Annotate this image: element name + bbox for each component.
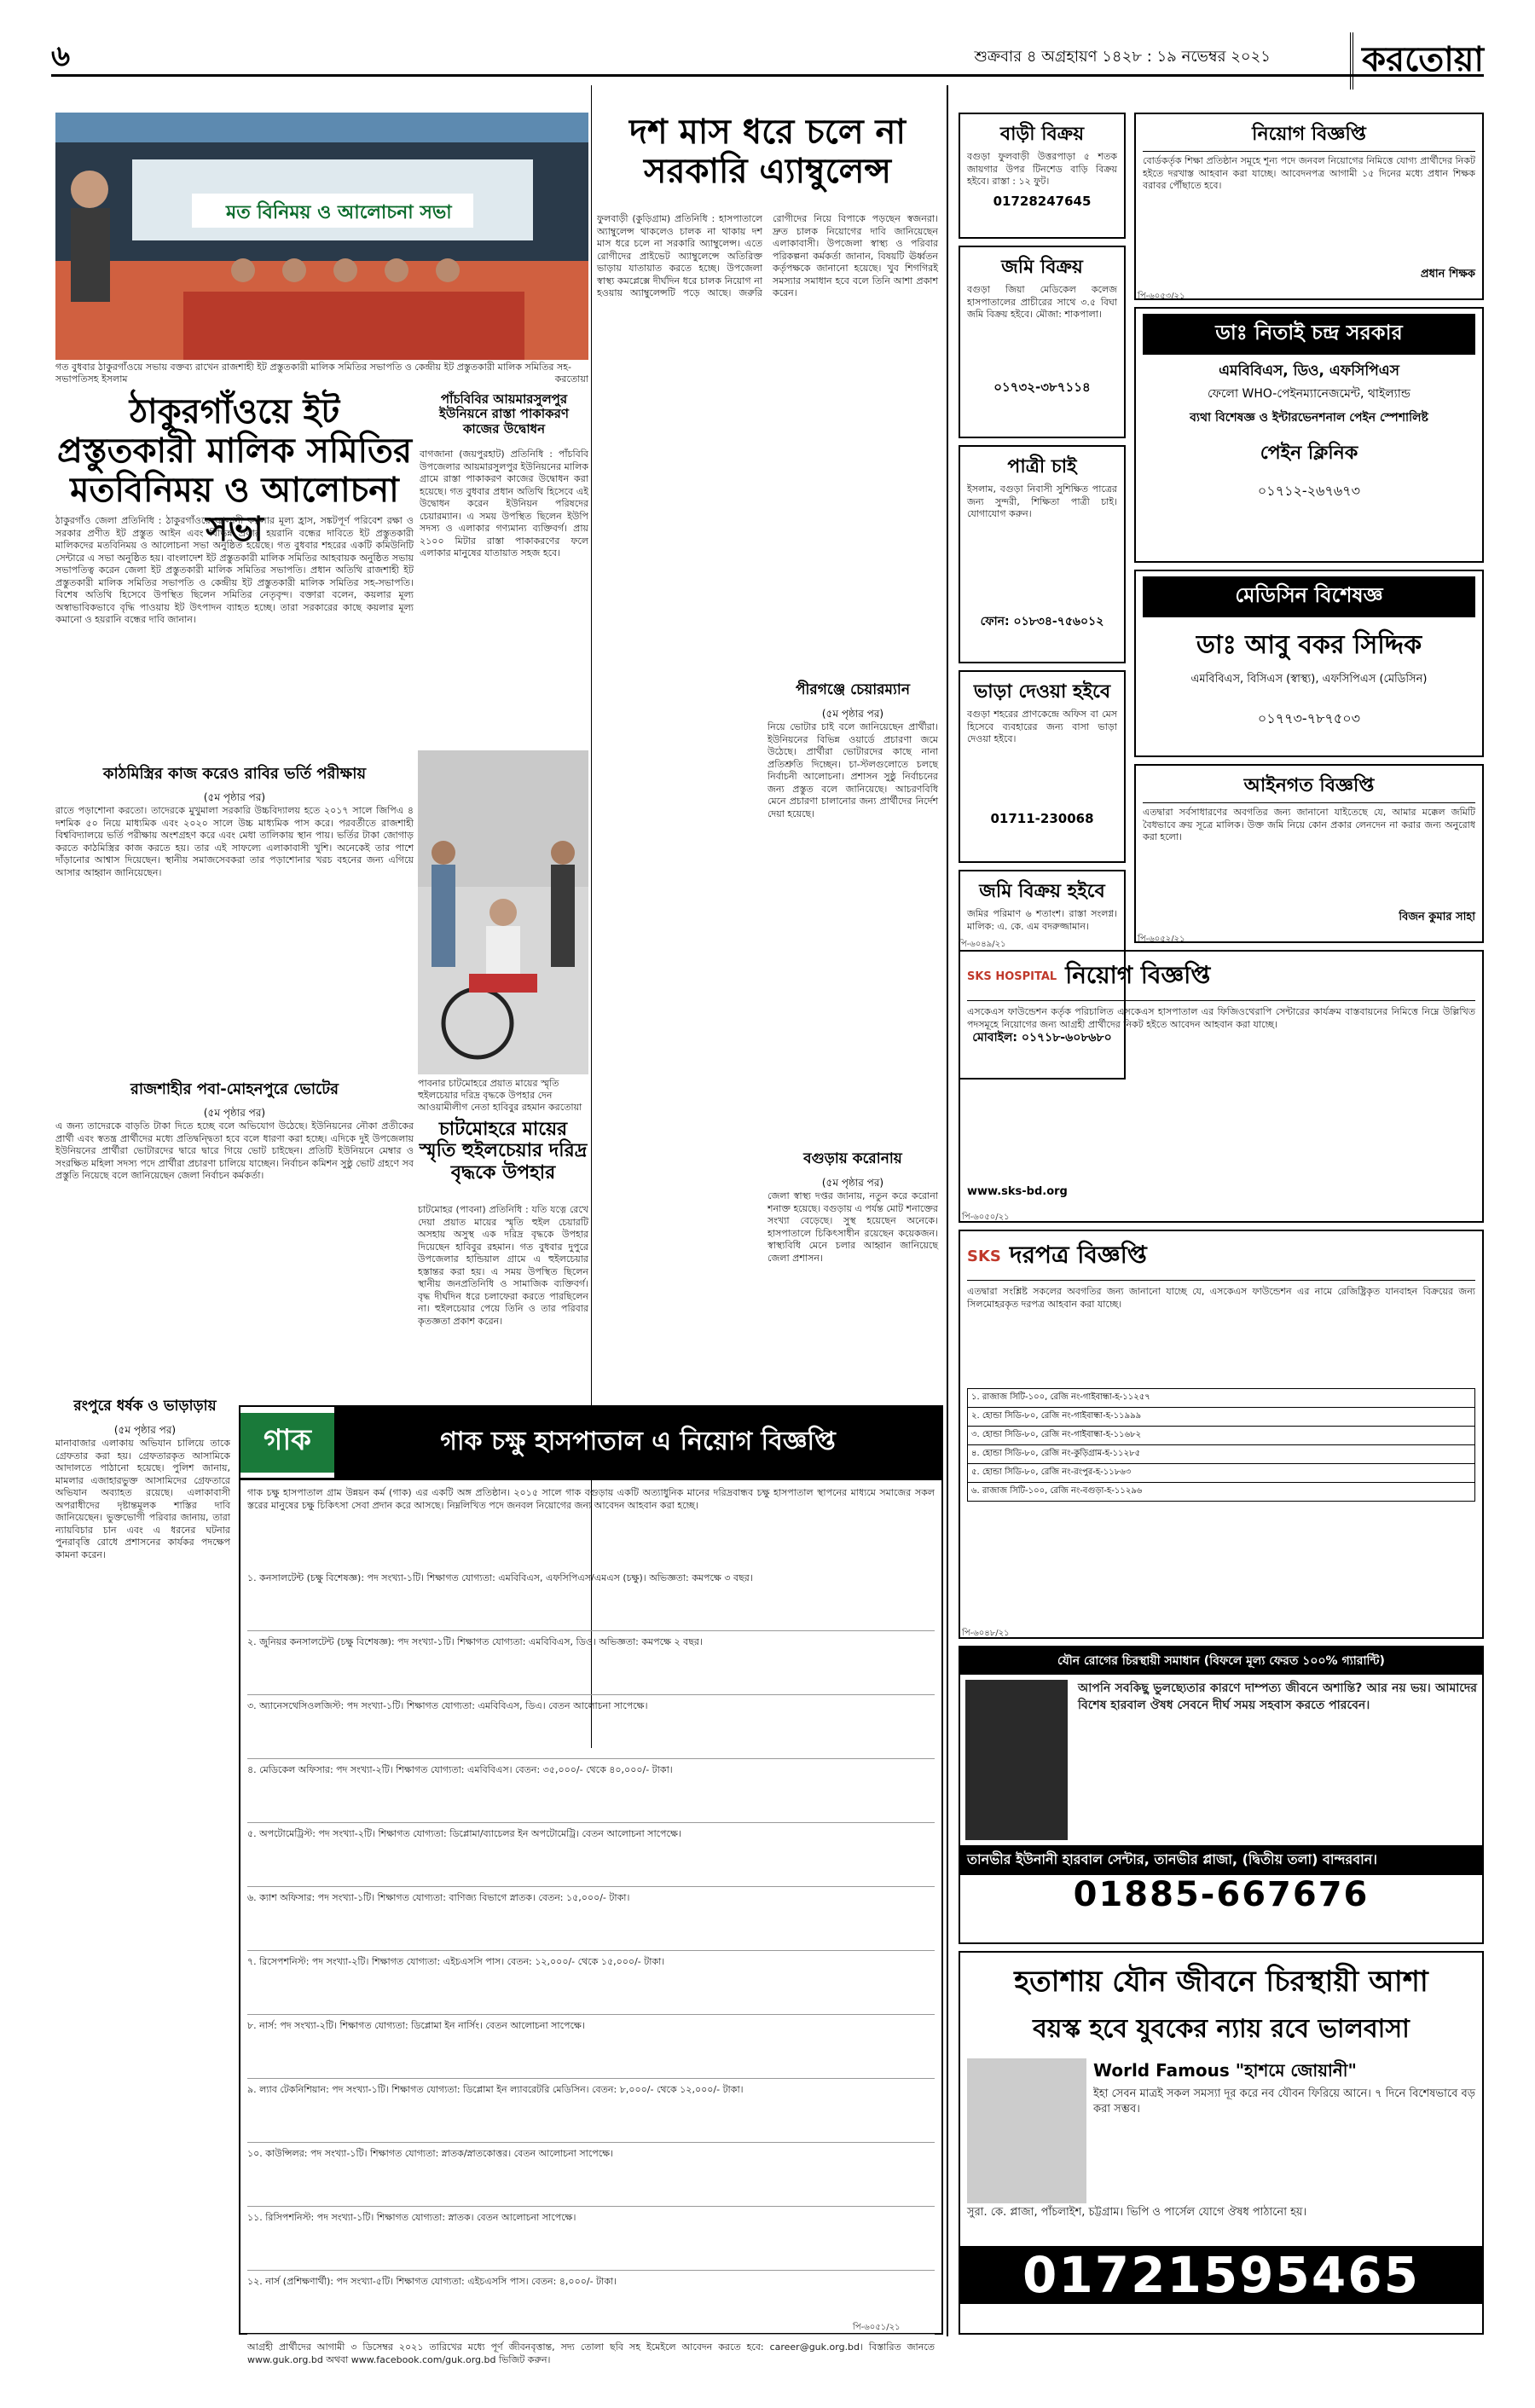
gak-logo: গাক xyxy=(240,1413,334,1473)
notice-title: দরপত্র বিজ্ঞপ্তি xyxy=(1009,1241,1147,1269)
story1-headline: ঠাকুরগাঁওয়ে ইট প্রস্তুতকারী মালিক সমিতির মতবিনিময় ও আলোচনা সভা xyxy=(56,391,413,549)
classified-title: ভাড়া দেওয়া হইবে xyxy=(973,681,1111,703)
classified-body: বগুড়া জিয়া মেডিকেল কলেজ হাসপাতালের প্রাচীরের সাথে ৩.৫ বিঘা জমি বিক্রয় হইবে। মৌজা: শাকপালা। xyxy=(967,284,1117,320)
doctor-ad-1 xyxy=(1134,307,1484,563)
page-number: ৬ xyxy=(51,39,71,73)
list-item: ৩. অ্যানেসথেসিওলজিস্ট: পদ সংখ্যা-১টি। শিক্ষাগত যোগ্যতা: এমবিবিএস, ডিএ। বেতন আলোচনা সাপেক্ষে। xyxy=(247,1695,935,1759)
table-row xyxy=(968,1445,1475,1464)
notice-website: www.sks-bd.org xyxy=(967,1185,1068,1198)
story4-headline: রংপুরে ধর্ষক ও ভাড়াড়ায় xyxy=(73,1398,217,1415)
doctor-degree: এমবিবিএস, ডিও, এফসিপিএস xyxy=(1219,362,1399,379)
classified-phone: ০১৭৩২-৩৮৭১১৪ xyxy=(993,379,1091,395)
story3-headline: রাজশাহীর পবা-মোহনপুরে ভোটের xyxy=(130,1080,339,1098)
classified-title: পাত্রী চাই xyxy=(1007,456,1077,478)
sks-logo: SKS HOSPITAL xyxy=(967,970,1057,983)
ref-code: পি-৬০৪৯/২১ xyxy=(959,940,1006,949)
classified-phone: 01728247645 xyxy=(993,194,1092,209)
table-row xyxy=(968,1483,1475,1502)
table-cell: ২. হোন্ডা সিডি-৮০, রেজি নং-গাইবান্ধা-হ-১১৯৯৯ xyxy=(968,1408,1475,1427)
list-item: ৬. ক্যাশ অফিসার: পদ সংখ্যা-১টি। শিক্ষাগত যোগ্যতা: বাণিজ্য বিভাগে স্নাতক। বেতন: ১৫,০০০/- টাকা। xyxy=(247,1887,935,1951)
doctor-phone: ০১৭১২-২৬৭৬৭৩ xyxy=(1257,483,1361,499)
list-item: ৯. ল্যাব টেকনিশিয়ান: পদ সংখ্যা-১টি। শিক্ষাগত যোগ্যতা: ডিপ্লোমা ইন ল্যাবরেটরি মেডিসিন। বেতন: ৮,০০০/- থেকে ১২,০০০/- টাকা। xyxy=(247,2079,935,2143)
product-brand: World Famous "হাশমে জোয়ানী" xyxy=(1093,2060,1357,2081)
table-row xyxy=(968,1408,1475,1427)
ad-phone: 01885-667676 xyxy=(1073,1875,1370,1914)
story6-headline: দশ মাস ধরে চলে না সরকারি এ্যাম্বুলেন্স xyxy=(628,112,907,191)
ref-code: পি-৬০৪৮/২১ xyxy=(962,1629,1010,1638)
product-image xyxy=(965,1680,1068,1840)
doctor-photo xyxy=(967,2058,1086,2203)
table-cell: ৬. রাজাজ সিটি-১০০, রেজি নং-বগুড়া-হ-১১২৯৬ xyxy=(968,1483,1475,1502)
notice-sks-tender xyxy=(959,1230,1484,1639)
classified-body: জমির পরিমাণ ৬ শতাংশ। রাস্তা সংলগ্ন। মালিক: এ. কে. এম বদরুজ্জামান। xyxy=(967,908,1117,932)
legal-notice xyxy=(1134,764,1484,943)
notice-title: আইনগত বিজ্ঞপ্তি xyxy=(1143,771,1475,803)
table-row xyxy=(968,1464,1475,1483)
section-title: মেডিসিন বিশেষজ্ঞ xyxy=(1143,576,1475,617)
story5-body: বাগজানা (জয়পুরহাট) প্রতিনিধি : পাঁচবিবি উপজেলার আয়মারসুলপুর ইউনিয়নের মালিক গ্রামে রাস্তা পাকাকরণ কাজের উদ্বোধন করা হয়েছে। গত বুধবার প্রধান অতিথি হিসেবে এই উদ্বোধন করেন ইউনিয়ন পরিষদের চেয়ারম্যান। এ সময় উপস্থিত ছিলেন ইউপি সদস্য ও এলাকার গণ্যমান্য ব্যক্তিবর্গ। প্রায় ২১০০ মিটার রাস্তা পাকাকরণের ফলে এলাকার মানুষের যাতায়াত সহজ হবে। xyxy=(420,449,588,559)
story3-sub: (৫ম পৃষ্ঠার পর) xyxy=(203,1107,266,1119)
story7-body: চাটমোহর (পাবনা) প্রতিনিধি : যতি যত্নে রেখে দেয়া প্রয়াত মায়ের স্মৃতি হুইল চেয়ারটি অসহায় অসুস্থ এক দরিদ্র বৃদ্ধকে উপহার দিয়েছেন হাবিবুর রহমান। গত বুধবার দুপুরে উপজেলার হান্ডিয়াল গ্রামে এ হুইলচেয়ার হস্তান্তর করা হয়। এ সময় উপস্থিত ছিলেন স্থানীয় জনপ্রতিনিধি ও সামাজিক ব্যক্তিবর্গ। বৃদ্ধ দীর্ঘদিন ধরে চলাফেরা করতে পারছিলেন না। হুইলচেয়ার পেয়ে তিনি ও তার পরিবার কৃতজ্ঞতা প্রকাশ করেন। xyxy=(418,1204,588,1327)
notice-signer: প্রধান শিক্ষক xyxy=(1420,268,1475,281)
doctor-role: ব্যথা বিশেষজ্ঞ ও ইন্টারভেনশনাল পেইন স্পেশালিষ্ট xyxy=(1190,411,1428,425)
story2-sub: (৫ম পৃষ্ঠার পর) xyxy=(203,791,266,803)
classified-body: বগুড়া ফুলবাড়ী উত্তরপাড়া ৫ শতক জায়গার উপর টিনশেড বাড়ি বিক্রয় হইবে। রাস্তা : ১২ ফুট। xyxy=(967,151,1117,187)
page-header xyxy=(51,32,1484,77)
doctor-ad-2 xyxy=(1134,570,1484,757)
ad-headline-2: বয়স্ক হবে যুবকের ন্যায় রবে ভালবাসা xyxy=(1033,2014,1410,2044)
story9-sub: (৫ম পৃষ্ঠার পর) xyxy=(821,1177,884,1189)
notice-sks-recruitment xyxy=(959,950,1484,1223)
ad-phone: 01721595465 xyxy=(960,2246,1482,2304)
story9-body: জেলা স্বাস্থ্য দপ্তর জানায়, নতুন করে করোনা শনাক্ত হয়েছে। বগুড়ায় এ পর্যন্ত মোট শনাক্তের সংখ্যা বেড়েছে। সুস্থ হয়েছেন অনেকে। হাসপাতালে চিকিৎসাধীন রয়েছেন কয়েকজন। স্বাস্থ্যবিধি মেনে চলার আহ্বান জানিয়েছে জেলা প্রশাসন। xyxy=(768,1190,938,1264)
doctor-name: ডাঃ আবু বকর সিদ্দিক xyxy=(1196,630,1422,660)
wheelchair-photo xyxy=(418,750,588,1074)
doctor-degree: এমবিবিএস, বিসিএস (স্বাস্থ্য), এফসিপিএস (মেডিসিন) xyxy=(1190,673,1428,686)
gak-footer: আগ্রহী প্রার্থীদের আগামী ৩ ডিসেম্বর ২০২১ তারিখের মধ্যে পূর্ণ জীবনবৃত্তান্ত, সদ্য তোলা ছবি সহ ইমেইলে আবেদন করতে হবে: career@guk.org.bd। বিস্তারিত জানতে www.guk.org.bd অথবা www.facebook.com/guk.org.bd ভিজিট করুন। xyxy=(247,2341,935,2365)
table-cell: ৪. হোন্ডা সিডি-৮০, রেজি নং-কুড়িগ্রাম-হ-১১২৮৫ xyxy=(968,1445,1475,1464)
photo1-caption xyxy=(55,362,588,387)
column-rule xyxy=(947,85,948,2336)
ref-code: পি-৬০৫১/২১ xyxy=(853,2323,901,2332)
classified-phone: মোবাইল: ০১৭১৮-৬০৮৬৮০ xyxy=(972,1031,1112,1045)
story2-headline: কাঠমিস্ত্রির কাজ করেও রাবির ভর্তি পরীক্ষায় xyxy=(102,765,367,783)
list-item: ১২. নার্স (প্রশিক্ষণার্থী): পদ সংখ্যা-৫টি। শিক্ষাগত যোগ্যতা: এইচএসসি পাস। বেতন: ৪,০০০/- টাকা। xyxy=(247,2271,935,2335)
story2-body: রাতে পড়াশোনা করতো। তাদেরকে মুখুমালা সরকারি উচ্চবিদ্যালয় হতে ২০১৭ সালে জিপিএ ৪ দশমিক ৫০ নিয়ে মাধ্যমিক এবং ২০২০ সালে উচ্চ মাধ্যমিক পাস করে। পরবর্তীতে রাজশাহী বিশ্ববিদ্যালয়ে ভর্তি পরীক্ষায় অংশগ্রহণ করে এবং মেধা তালিকায় স্থান পায়। ভর্তির টাকা জোগাড় করতে কাঠমিস্ত্রির কাজ করতে হয়। তার এই সাফল্যে এলাকাবাসী খুশি। অনেকেই তার পাশে দাঁড়ানোর আশ্বাস দিয়েছেন। স্থানীয় সমাজসেবকরা তার পড়াশোনার খরচ বহনের জন্য এগিয়ে আসার আহ্বান জানিয়েছেন। xyxy=(55,805,414,878)
classified-title: বাড়ী বিক্রয় xyxy=(999,124,1085,145)
ad-body: ইহা সেবন মাত্রই সকল সমস্যা দূর করে নব যৌবন ফিরিয়ে আনে। ৭ দিনে বিশেষভাবে বড় করা সম্ভব। xyxy=(1093,2087,1475,2116)
gak-title: গাক চক্ষু হাসপাতাল এ নিয়োগ বিজ্ঞপ্তি xyxy=(334,1407,941,1478)
classified-phone: ফোন: ০১৮৩৪-৭৫৬০১২ xyxy=(980,615,1104,628)
table-cell: ১. রাজাজ সিটি-১০০, রেজি নং-গাইবান্ধা-হ-১১২৫৭ xyxy=(968,1389,1475,1408)
photo2-credit: করতোয়া xyxy=(547,1102,582,1113)
tender-table xyxy=(967,1388,1475,1502)
classified-title: জমি বিক্রয় হইবে xyxy=(979,881,1105,902)
story3-body: এ জন্য তাদেরকে বাড়তি টাকা দিতে হচ্ছে বলে অভিযোগ উঠেছে। ইউনিয়নের নৌকা প্রতীকের প্রার্থী এবং স্বতন্ত্র প্রার্থীদের মধ্যে প্রতিদ্বন্দ্বিতা হবে বলে ধারণা করা হচ্ছে। এদিকে দুই উপজেলায় ইউনিয়নের প্রার্থীরা ভোটারদের দ্বারে দ্বারে গিয়ে ভোট চাইছেন। প্রতিটি ইউনিয়নে মেম্বার ও সংরক্ষিত মহিলা সদস্য পদে প্রার্থীরা প্রচারণা চালিয়ে যাচ্ছেন। নির্বাচন কমিশন সুষ্ঠু ভোট গ্রহণে সব প্রস্তুতি নিয়েছে বলে জানিয়েছেন জেলা নির্বাচন কর্মকর্তা। xyxy=(55,1120,414,1181)
gak-recruitment xyxy=(239,1405,943,2365)
story8-headline: পীরগঞ্জে চেয়ারম্যান xyxy=(796,681,910,698)
notice-body: বোর্ডকর্তৃক শিক্ষা প্রতিষ্ঠান সমূহে শূন্য পদে জনবল নিয়োগের নিমিত্তে যোগ্য প্রার্থীদের নিকট হইতে দরখাস্ত আহবান করা যাচ্ছে। আবেদনপত্র আগামী ১৫ দিনের মধ্যে প্রধান শিক্ষক বরাবর পৌঁছাতে হবে। xyxy=(1143,155,1475,191)
story5-headline: পাঁচবিবির আয়মারসুলপুর ইউনিয়নে রাস্তা পাকাকরণ কাজের উদ্বোধন xyxy=(439,391,569,437)
ref-code: পি-৬০৫৩/২১ xyxy=(1138,292,1185,301)
doctor-fellow: ফেলো WHO-পেইনম্যানেজমেন্ট, থাইল্যান্ড xyxy=(1208,387,1410,401)
classified-ad xyxy=(959,246,1126,438)
classified-ad xyxy=(959,113,1126,239)
photo1-credit: করতোয়া xyxy=(554,373,588,385)
notice-body: এতদ্বারা সর্বসাধারণের অবগতির জন্য জানানো যাইতেছে যে, আমার মক্কেল জমিটি বৈধভাবে ক্রয় সূত্রে মালিক। উক্ত জমি নিয়ে কোন প্রকার লেনদেন না করার জন্য অনুরোধ করা হলো। xyxy=(1143,807,1475,842)
meeting-photo xyxy=(55,113,588,360)
ad-herbal-2 xyxy=(959,1951,1484,2335)
classified-body: ইসলাম, বগুড়া নিবাসী সুশিক্ষিত পাত্রের জন্য সুন্দরী, শিক্ষিতা পাত্রী চাই। যোগাযোগ করুন। xyxy=(967,483,1117,519)
notice-title: নিয়োগ বিজ্ঞপ্তি xyxy=(1065,961,1211,989)
classified-phone: 01711-230068 xyxy=(990,811,1094,826)
list-item: ১. কনসালটেন্ট (চক্ষু বিশেষজ্ঞ): পদ সংখ্যা-১টি। শিক্ষাগত যোগ্যতা: এমবিবিএস, এফসিপিএস/এমএস (চক্ষু)। অভিজ্ঞতা: কমপক্ষে ৩ বছর। xyxy=(247,1567,935,1631)
notice-signer: বিজন কুমার সাহা xyxy=(1399,911,1475,923)
ad-headline: যৌন রোগের চিরস্থায়ী সমাধান (বিফলে মূল্য ফেরত ১০০% গ্যারান্টি) xyxy=(960,1647,1482,1675)
classifieds xyxy=(959,113,1126,1076)
notice-body: এসকেএস ফাউন্ডেশন কর্তৃক পরিচালিত এসকেএস হাসপাতাল এর ফিজিওথেরাপি সেন্টারের কার্যক্রম বাস্তবায়নের নিমিত্তে নিম্নে উল্লিখিত পদসমূহে নিয়োগের জন্য আগ্রহী প্রার্থীদের নিকট হইতে আবেদন আহবান করা যাচ্ছে। xyxy=(967,1006,1475,1030)
list-item: ২. জুনিয়র কনসালটেন্ট (চক্ষু বিশেষজ্ঞ): পদ সংখ্যা-১টি। শিক্ষাগত যোগ্যতা: এমবিবিএস, ডিও। অভিজ্ঞতা: কমপক্ষে ২ বছর। xyxy=(247,1631,935,1695)
ad-body: আপনি সবকিছু ভুলছ্যেতার কারণে দাম্পত্য জীবনে অশান্তি? আর নয় ভয়। আমাদের বিশেষ হারবাল ঔষধ সেবনে দীর্ঘ সময় সহবাস করতে পারবেন। xyxy=(1078,1682,1477,1712)
photo2-caption-text: পাবনার চাটমোহরে প্রয়াত মায়ের স্মৃতি হুইলচেয়ার দরিদ্র বৃদ্ধকে উপহার দেন আওয়ামীলীগ নেতা হাবিবুর রহমান xyxy=(418,1078,559,1113)
list-item: ৮. নার্স: পদ সংখ্যা-২টি। শিক্ষাগত যোগ্যতা: ডিপ্লোমা ইন নার্সিং। বেতন আলোচনা সাপেক্ষে। xyxy=(247,2015,935,2079)
ref-code: পি-৬০৫০/২১ xyxy=(962,1213,1010,1222)
table-row xyxy=(968,1389,1475,1408)
ad-headline: হতাশায় যৌন জীবনে চিরস্থায়ী আশা xyxy=(1014,1965,1428,1999)
doctor-phone: ০১৭৭৩-৭৮৭৫০৩ xyxy=(1257,710,1361,726)
notice-title: নিয়োগ বিজ্ঞপ্তি xyxy=(1143,119,1475,152)
story6-body: ফুলবাড়ী (কুড়িগ্রাম) প্রতিনিধি : হাসপাতালে অ্যাম্বুলেন্স থাকলেও চালক না থাকায় দশ মাস ধরে চলে না সরকারি অ্যাম্বুলেন্স। এতে রোগীদের প্রাইভেট অ্যাম্বুলেন্সে অতিরিক্ত ভাড়ায় যাতায়াত করতে হচ্ছে। উপজেলা স্বাস্থ্য কমপ্লেক্সে দীর্ঘদিন ধরে চালক নিয়োগ না হওয়ায় অ্যাম্বুলেন্সটি পড়ে আছে। জরুরি রোগীদের নিয়ে বিপাকে পড়ছেন স্বজনরা। দ্রুত চালক নিয়োগের দাবি জানিয়েছেন এলাকাবাসী। উপজেলা স্বাস্থ্য ও পরিবার পরিকল্পনা কর্মকর্তা জানান, বিষয়টি ঊর্ধ্বতন কর্তৃপক্ষকে জানানো হয়েছে। খুব শিগগিরই সমস্যার সমাধান হবে বলে তিনি আশা প্রকাশ করেন। xyxy=(597,213,938,298)
clinic-name: পেইন ক্লিনিক xyxy=(1260,443,1358,464)
table-cell: ৩. হোন্ডা সিডি-৮০, রেজি নং-গাইবান্ধা-হ-১১৬৮২ xyxy=(968,1427,1475,1445)
classified-title: জমি বিক্রয় xyxy=(1001,257,1083,278)
photo-wheelchair xyxy=(418,750,588,1074)
list-item: ৫. অপটোমেট্রিস্ট: পদ সংখ্যা-২টি। শিক্ষাগত যোগ্যতা: ডিপ্লোমা/ব্যাচেলর ইন অপটোমেট্রি। বেতন আলোচনা সাপেক্ষে। xyxy=(247,1823,935,1887)
list-item: ১০. কাউন্সিলর: পদ সংখ্যা-১টি। শিক্ষাগত যোগ্যতা: স্নাতক/স্নাতকোত্তর। বেতন আলোচনা সাপেক্ষে। xyxy=(247,2143,935,2207)
gak-intro: গাক চক্ষু হাসপাতাল গ্রাম উন্নয়ন কর্ম (গাক) এর একটি অঙ্গ প্রতিষ্ঠান। ২০১৫ সালে গাক বগুড়ায় একটি অত্যাধুনিক মানের দরিদ্রবান্ধব চক্ষু হাসপাতাল স্থাপনের মাধ্যমে সমাজের সকল স্তরের মানুষের চক্ষু চিকিৎসা সেবা প্রদান করে আসছে। নিম্নলিখিত পদে জনবল নিয়োগের জন্য আবেদন আহবান করা হচ্ছে। xyxy=(247,1487,935,1511)
sks-logo: SKS xyxy=(967,1247,1001,1265)
notice-recruitment-1 xyxy=(1134,113,1484,300)
masthead-logo: করতোয়া xyxy=(1350,32,1484,90)
photo2-caption xyxy=(418,1078,588,1114)
classified-ad xyxy=(959,445,1126,663)
photo-meeting xyxy=(55,113,588,360)
story4-sub: (৫ম পৃষ্ঠার পর) xyxy=(113,1424,177,1436)
story7-headline: চাটমোহরে মায়ের স্মৃতি হুইলচেয়ার দরিদ্র বৃদ্ধকে উপহার xyxy=(419,1118,588,1184)
story4-body: মানাবাজার এলাকায় অভিযান চালিয়ে তাকে গ্রেফতার করা হয়। গ্রেফতারকৃত আসামিকে আদালতে পাঠানো হয়েছে। পুলিশ জানায়, মামলার এজাহারভুক্ত আসামিদের গ্রেফতারে অভিযান অব্যাহত রয়েছে। এলাকাবাসী অপরাধীদের দৃষ্টান্তমূলক শাস্তির দাবি জানিয়েছেন। ভুক্তভোগী পরিবার জানায়, তারা ন্যায়বিচার চান এবং এ ধরনের ঘটনার পুনরাবৃত্তি রোধে প্রশাসনের কার্যকর পদক্ষেপ কামনা করেন। xyxy=(55,1438,230,1560)
ad-address: সুরা. কে. প্লাজা, পাঁচলাইশ, চট্টগ্রাম। ভিপি ও পার্সেল যোগে ঔষধ পাঠানো হয়। xyxy=(967,2206,1307,2219)
table-row xyxy=(968,1427,1475,1445)
table-cell: ৫. হোন্ডা সিডি-৮০, রেজি নং-রংপুর-হ-১১৮৬৩ xyxy=(968,1464,1475,1483)
ad-herbal-1 xyxy=(959,1646,1484,1944)
ref-code: পি-৬০৫২/২১ xyxy=(1138,935,1185,944)
banner-text: মত বিনিময় ও আলোচনা সভা xyxy=(226,202,452,223)
list-item: ৭. রিসেপশনিস্ট: পদ সংখ্যা-২টি। শিক্ষাগত যোগ্যতা: এইচএসসি পাস। বেতন: ১২,০০০/- থেকে ১৫,০০০/- টাকা। xyxy=(247,1951,935,2015)
clinic-address: তানভীর ইউনানী হারবাল সেন্টার, তানভীর প্লাজা, (দ্বিতীয় তলা) বান্দরবান। xyxy=(960,1845,1482,1875)
notice-body: এতদ্বারা সংশ্লিষ্ট সকলের অবগতির জন্য জানানো যাচ্ছে যে, এসকেএস ফাউন্ডেশন এর নামে রেজিষ্ট্রিকৃত যানবাহন বিক্রয়ের জন্য সিলমোহরকৃত দরপত্র আহবান করা যাচ্ছে। xyxy=(967,1286,1475,1310)
issue-date: শুক্রবার ৪ অগ্রহায়ণ ১৪২৮ : ১৯ নভেম্বর ২০২১ xyxy=(974,48,1271,66)
story1-body: ঠাকুরগাঁও জেলা প্রতিনিধি : ঠাকুরগাঁওয়ে জ্বালানী কয়লার মূল্য হ্রাস, সঙ্কটপূর্ণ পরিবেশ রক্ষা ও সরকার প্রণীত ইট প্রস্তুত আইন এবং বিভিন্ন প্রকার হয়রানি বন্ধের দাবিতে ইট প্রস্তুতকারী মালিকদের মতবিনিময় ও আলোচনা সভা অনুষ্ঠিত হয়েছে। গত বুধবার শহরের একটি কমিউনিটি সেন্টারে এ সভা অনুষ্ঠিত হয়। বাংলাদেশ ইট প্রস্তুতকারী মালিক সমিতির আহবায়ক অনুষ্ঠিত সভায় সভাপতিত্ব করেন জেলা ইট প্রস্তুতকারী মালিক সমিতির সভাপতি। প্রধান অতিথি রাজশাহী ইট প্রস্তুতকারী মালিক সমিতির সভাপতি ও কেন্দ্রীয় ইট প্রস্তুতকারী মালিক সমিতির সহ-সভাপতি। বিশেষ অতিথি হিসেবে উপস্থিত ছিলেন সমিতির নেতৃবৃন্দ। বক্তারা বলেন, কয়লার মূল্য অস্বাভাবিকভাবে বৃদ্ধি পাওয়ায় ইট উৎপাদন ব্যাহত হচ্ছে। তারা সরকারের কাছে কয়লার মূল্য কমানো ও হয়রানি বন্ধের দাবি জানান। xyxy=(55,515,414,625)
photo1-caption-text: গত বুধবার ঠাকুরগাঁওয়ে সভায় বক্তব্য রাখেন রাজশাহী ইট প্রস্তুতকারী মালিক সমিতির সভাপতি ও কেন্দ্রীয় ইট প্রস্তুতকারী মালিক সমিতির সহ-সভাপতিসহ ইসলাম xyxy=(55,362,571,385)
story8-sub: (৫ম পৃষ্ঠার পর) xyxy=(821,708,884,720)
story8-body: নিয়ে ভোটার চাই বলে জানিয়েছেন প্রার্থীরা। ইউনিয়নের বিভিন্ন ওয়ার্ডে প্রচারণা জমে উঠেছে। প্রার্থীরা ভোটারদের কাছে নানা প্রতিশ্রুতি দিচ্ছেন। চা-স্টলগুলোতে চলছে নির্বাচনী আলোচনা। প্রশাসন সুষ্ঠু নির্বাচনের জন্য প্রস্তুত বলে জানিয়েছে। আচরণবিধি মেনে প্রচারণা চালানোর জন্য প্রার্থীদের নির্দেশ দেয়া হয়েছে। xyxy=(768,721,938,819)
gak-posts xyxy=(240,1567,941,2335)
classified-body: বগুড়া শহরের প্রাণকেন্দ্রে অফিস বা মেস হিসেবে ব্যবহারের জন্য বাসা ভাড়া দেওয়া হইবে। xyxy=(967,709,1117,744)
doctor-name: ডাঃ নিতাই চন্দ্র সরকার xyxy=(1143,314,1475,355)
classified-ad xyxy=(959,670,1126,863)
story9-headline: বগুড়ায় করোনায় xyxy=(803,1150,902,1167)
list-item: ৪. মেডিকেল অফিসার: পদ সংখ্যা-২টি। শিক্ষাগত যোগ্যতা: এমবিবিএস। বেতন: ৩৫,০০০/- থেকে ৪০,০০০/- টাকা। xyxy=(247,1759,935,1823)
list-item: ১১. রিসিপশনিস্ট: পদ সংখ্যা-১টি। শিক্ষাগত যোগ্যতা: স্নাতক। বেতন আলোচনা সাপেক্ষে। xyxy=(247,2207,935,2271)
